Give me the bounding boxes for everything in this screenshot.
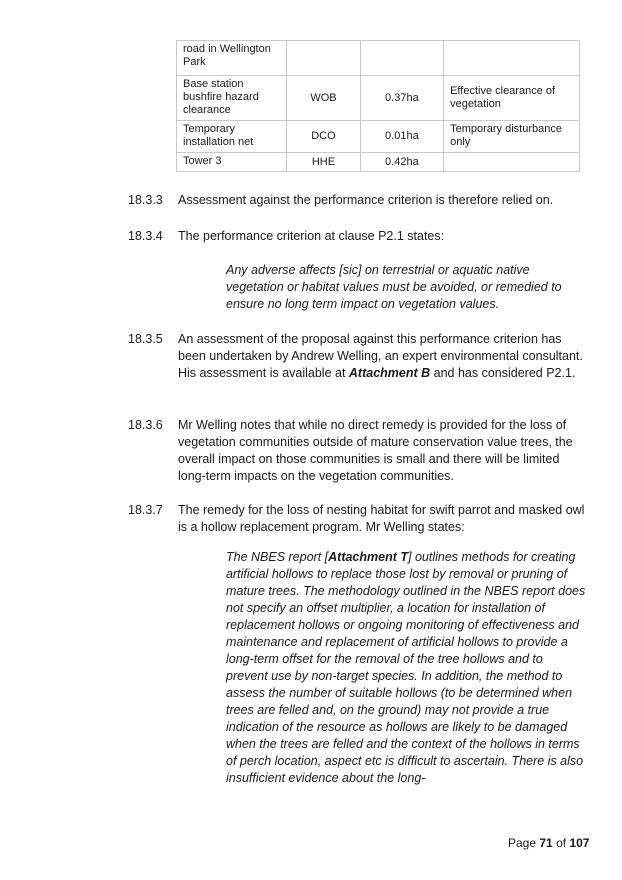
table-cell-area: 0.01ha <box>360 121 443 153</box>
paragraph-number: 18.3.5 <box>128 332 163 346</box>
paragraph-18-3-3 <box>128 192 588 209</box>
paragraph-text: Assessment against the performance criterion is therefore relied on. <box>178 193 554 207</box>
paragraph-18-3-7 <box>128 502 588 536</box>
paragraph-text: Mr Welling notes that while no direct remedy is provided for the loss of vegetation communities outside of mature conservation value trees, the overall impact on those communities is small and there will be limited long-term impacts on the vegetation communities. <box>178 418 573 483</box>
text-run: An assessment of the proposal against this performance criterion has been undertaken by Andrew Welling, an expert environmental consultant. His assessment is available at <box>178 332 583 380</box>
page-current: 71 <box>539 836 553 850</box>
paragraph-number: 18.3.3 <box>128 193 163 207</box>
paragraph-number: 18.3.7 <box>128 503 163 517</box>
table-cell-area: 0.42ha <box>360 153 443 172</box>
page-of: of <box>556 836 567 850</box>
table-cell-activity: Tower 3 <box>177 153 287 172</box>
text-run: The NBES report [ <box>226 550 329 564</box>
table-cell-area: 0.37ha <box>360 76 443 121</box>
vegetation-impact-table <box>176 40 580 172</box>
paragraph-18-3-5 <box>128 331 588 382</box>
text-run: ] outlines methods for creating artificial hollows to replace those lost by removal or pruning of mature trees. The methodology outlined in the NBES report does not specify an offset multiplier, a location for installation of replacement hollows or ongoing monitoring of effectiveness and maintenance and replacement of artificial hollows to provide a long-term offset for the removal of the tree hollows and to prevent use by non-target species. In addition, the method to assess the number of suitable hollows (to be determined when trees are felled and, on the ground) may not provide a true indication of the resource as hollows are likely to be damaged when the trees are felled and the context of the hollows in terms of perch location, aspect etc is difficult to ascertain. There is also insufficient evidence about the long- <box>226 550 586 785</box>
table-cell-activity: Temporary installation net <box>177 121 287 153</box>
text-run: and has considered P2.1. <box>430 366 576 380</box>
table-cell-code: HHE <box>287 153 360 172</box>
table-cell-notes: Effective clearance of vegetation <box>444 76 580 121</box>
page-number <box>508 836 589 850</box>
table-cell-activity: Base station bushfire hazard clearance <box>177 76 287 121</box>
page-label: Page <box>508 836 537 850</box>
paragraph-number: 18.3.6 <box>128 418 163 432</box>
table-cell-code <box>287 41 360 76</box>
attachment-reference: Attachment T <box>328 550 408 564</box>
paragraph-18-3-4 <box>128 228 588 245</box>
table-cell-notes: Temporary disturbance only <box>444 121 580 153</box>
table-cell-code: WOB <box>287 76 360 121</box>
table-row <box>177 41 580 76</box>
table-row <box>177 153 580 172</box>
attachment-reference: Attachment B <box>348 366 431 380</box>
paragraph-text <box>178 331 588 382</box>
quote-performance-criterion: Any adverse affects [sic] on terrestrial or aquatic native vegetation or habitat values must be avoided, or remedied to ensure no long term impact on vegetation values. <box>226 263 562 311</box>
table-cell-code: DCO <box>287 121 360 153</box>
paragraph-text: The remedy for the loss of nesting habitat for swift parrot and masked owl is a hollow replacement program. Mr Welling states: <box>178 503 585 534</box>
table-cell-area <box>360 41 443 76</box>
page-total: 107 <box>569 836 590 850</box>
paragraph-text: The performance criterion at clause P2.1 states: <box>178 229 445 243</box>
quote-welling <box>226 549 586 787</box>
table-cell-notes <box>444 41 580 76</box>
table-cell-activity: road in Wellington Park <box>177 41 287 76</box>
table-cell-notes <box>444 153 580 172</box>
table-row <box>177 76 580 121</box>
table-row <box>177 121 580 153</box>
paragraph-number: 18.3.4 <box>128 229 163 243</box>
paragraph-18-3-6 <box>128 417 588 485</box>
